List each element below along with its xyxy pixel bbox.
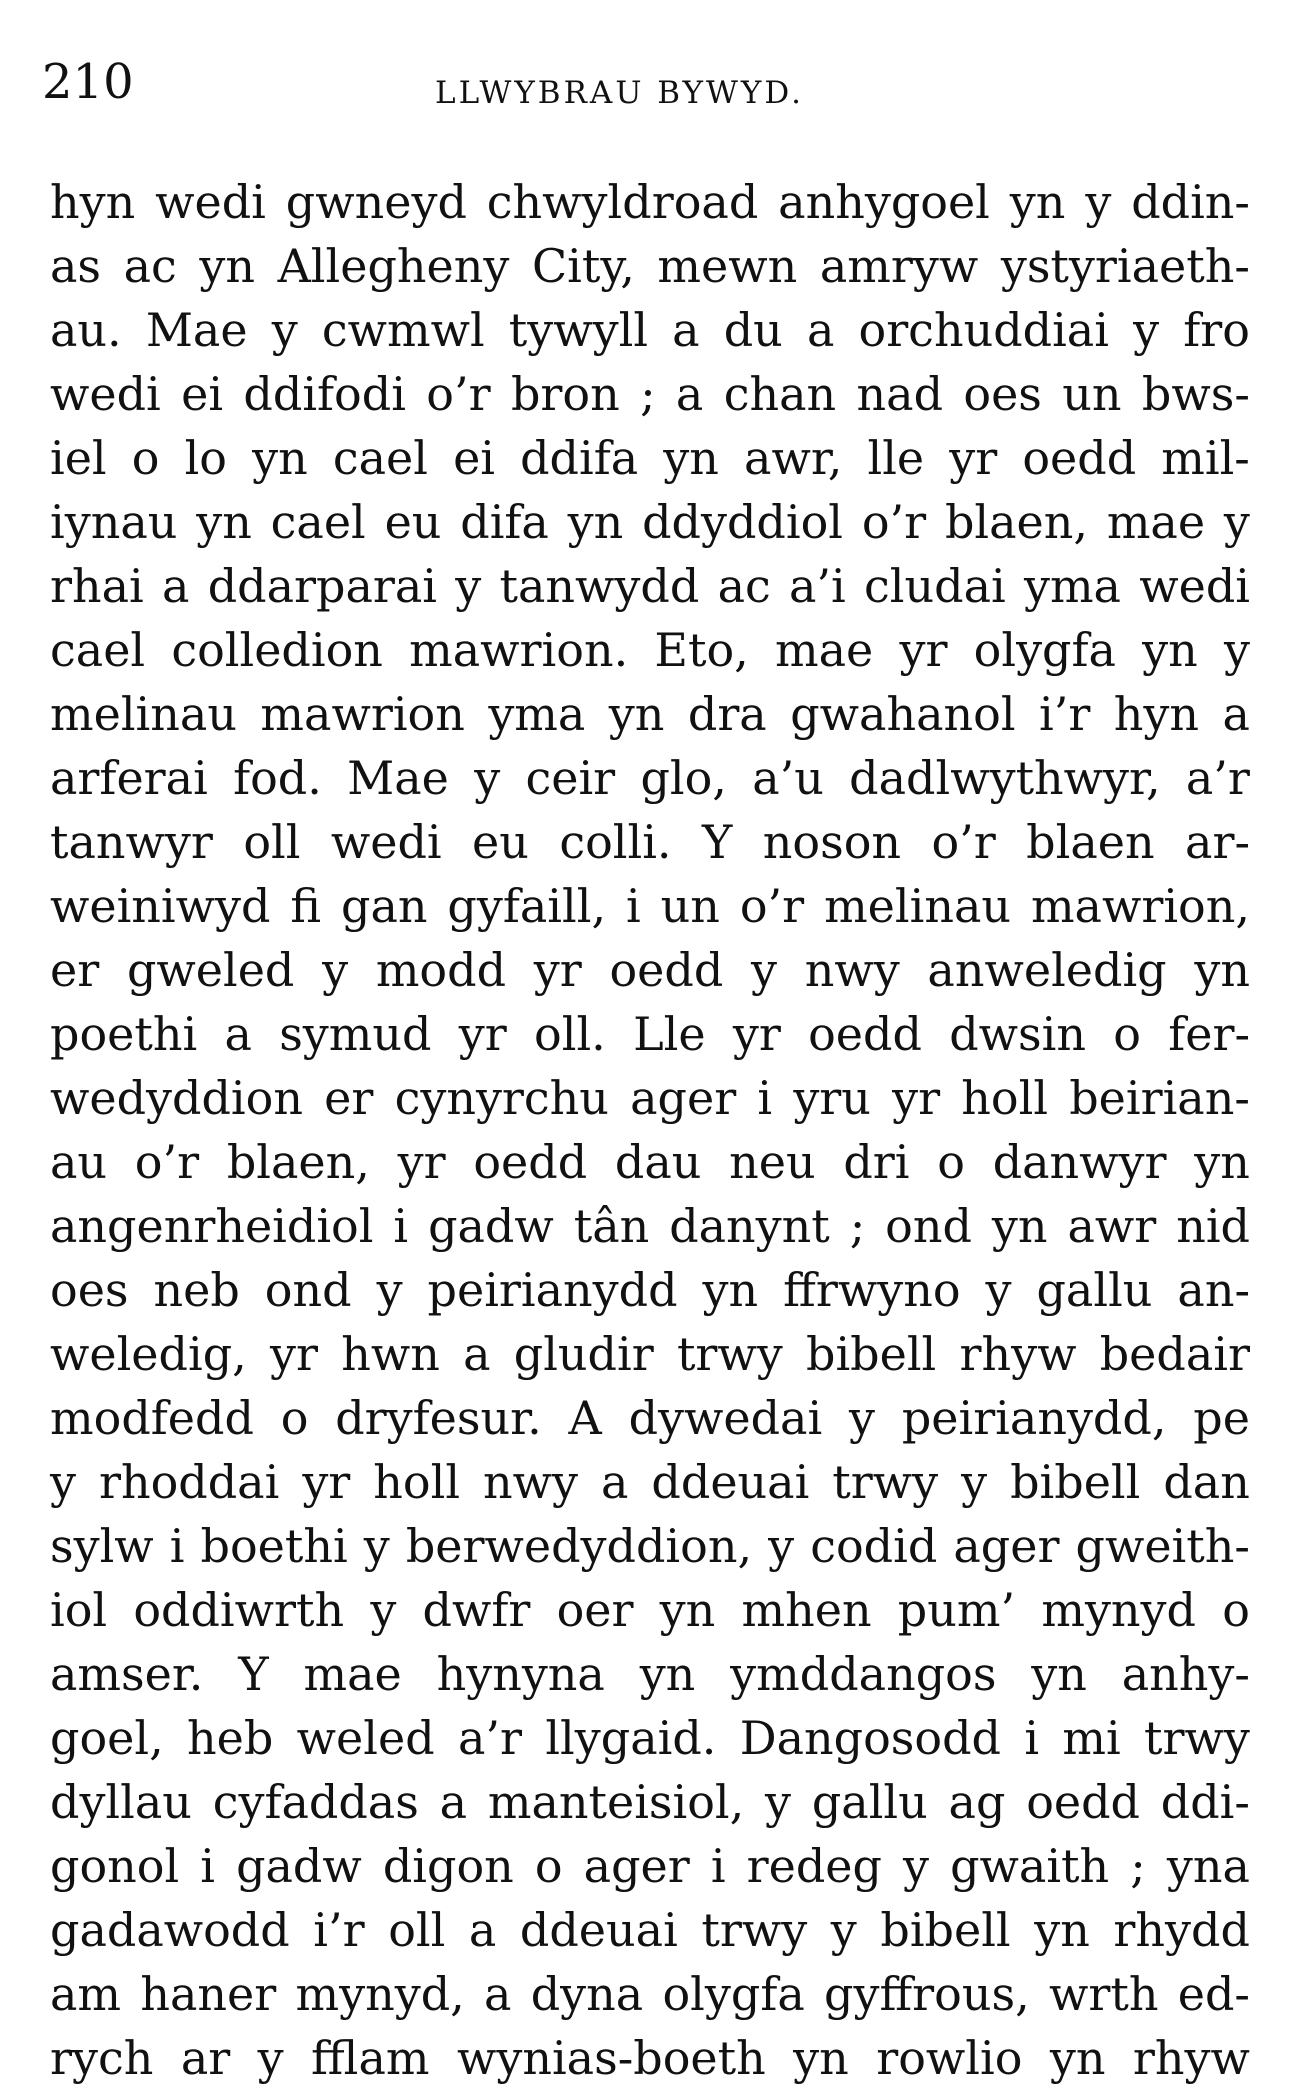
text-line: wedyddion er cynyrchu ager i yru yr holl beirian-: [50, 1071, 1250, 1125]
text-line: wedi ei ddifodi o’r bron ; a chan nad oes un bws-: [50, 367, 1250, 421]
text-line: goel, heb weled a’r llygaid. Dangosodd i mi trwy: [50, 1711, 1250, 1765]
text-line: cael colledion mawrion. Eto, mae yr olygfa yn y: [50, 623, 1250, 677]
page-number: 210: [42, 54, 134, 110]
text-line: angenrheidiol i gadw tân danynt ; ond yn awr nid: [50, 1199, 1250, 1253]
text-line: au o’r blaen, yr oedd dau neu dri o danwyr yn: [50, 1135, 1250, 1189]
text-line: iynau yn cael eu difa yn ddyddiol o’r blaen, mae y: [50, 495, 1250, 549]
text-line: er gweled y modd yr oedd y nwy anweledig yn: [50, 943, 1250, 997]
text-line: melinau mawrion yma yn dra gwahanol i’r hyn a: [50, 687, 1250, 741]
text-line: sylw i boethi y berwedyddion, y codid ager gweith-: [50, 1519, 1250, 1573]
text-line: amser. Y mae hynyna yn ymddangos yn anhy-: [50, 1647, 1250, 1701]
text-line: am haner mynyd, a dyna olygfa gyffrous, wrth ed-: [50, 1967, 1250, 2021]
text-line: hyn wedi gwneyd chwyldroad anhygoel yn y ddin-: [50, 175, 1250, 229]
text-line: rhai a ddarparai y tanwydd ac a’i cludai yma wedi: [50, 559, 1250, 613]
text-line: weledig, yr hwn a gludir trwy bibell rhyw bedair: [50, 1327, 1250, 1381]
running-head: LLWYBRAU BYWYD.: [435, 75, 804, 111]
text-line: poethi a symud yr oll. Lle yr oedd dwsin o fer-: [50, 1007, 1250, 1061]
text-line: y rhoddai yr holl nwy a ddeuai trwy y bibell dan: [50, 1455, 1250, 1509]
text-line: rych ar y fflam wynias-boeth yn rowlio yn rhyw: [50, 2031, 1250, 2085]
text-line: iol oddiwrth y dwfr oer yn mhen pum’ mynyd o: [50, 1583, 1250, 1637]
text-line: dyllau cyfaddas a manteisiol, y gallu ag oedd ddi-: [50, 1775, 1250, 1829]
body-text: [50, 170, 1250, 2090]
text-line: weiniwyd fi gan gyfaill, i un o’r melinau mawrion,: [50, 879, 1250, 933]
text-line: modfedd o dryfesur. A dywedai y peirianydd, pe: [50, 1391, 1250, 1445]
text-line: gonol i gadw digon o ager i redeg y gwaith ; yna: [50, 1839, 1250, 1893]
text-line: as ac yn Allegheny City, mewn amryw ystyriaeth-: [50, 239, 1250, 293]
text-line: iel o lo yn cael ei ddifa yn awr, lle yr oedd mil-: [50, 431, 1250, 485]
text-line: gadawodd i’r oll a ddeuai trwy y bibell yn rhydd: [50, 1903, 1250, 1957]
text-line: oes neb ond y peirianydd yn ffrwyno y gallu an-: [50, 1263, 1250, 1317]
text-line: tanwyr oll wedi eu colli. Y noson o’r blaen ar-: [50, 815, 1250, 869]
text-line: arferai fod. Mae y ceir glo, a’u dadlwythwyr, a’r: [50, 751, 1250, 805]
text-line: au. Mae y cwmwl tywyll a du a orchuddiai y fro: [50, 303, 1250, 357]
